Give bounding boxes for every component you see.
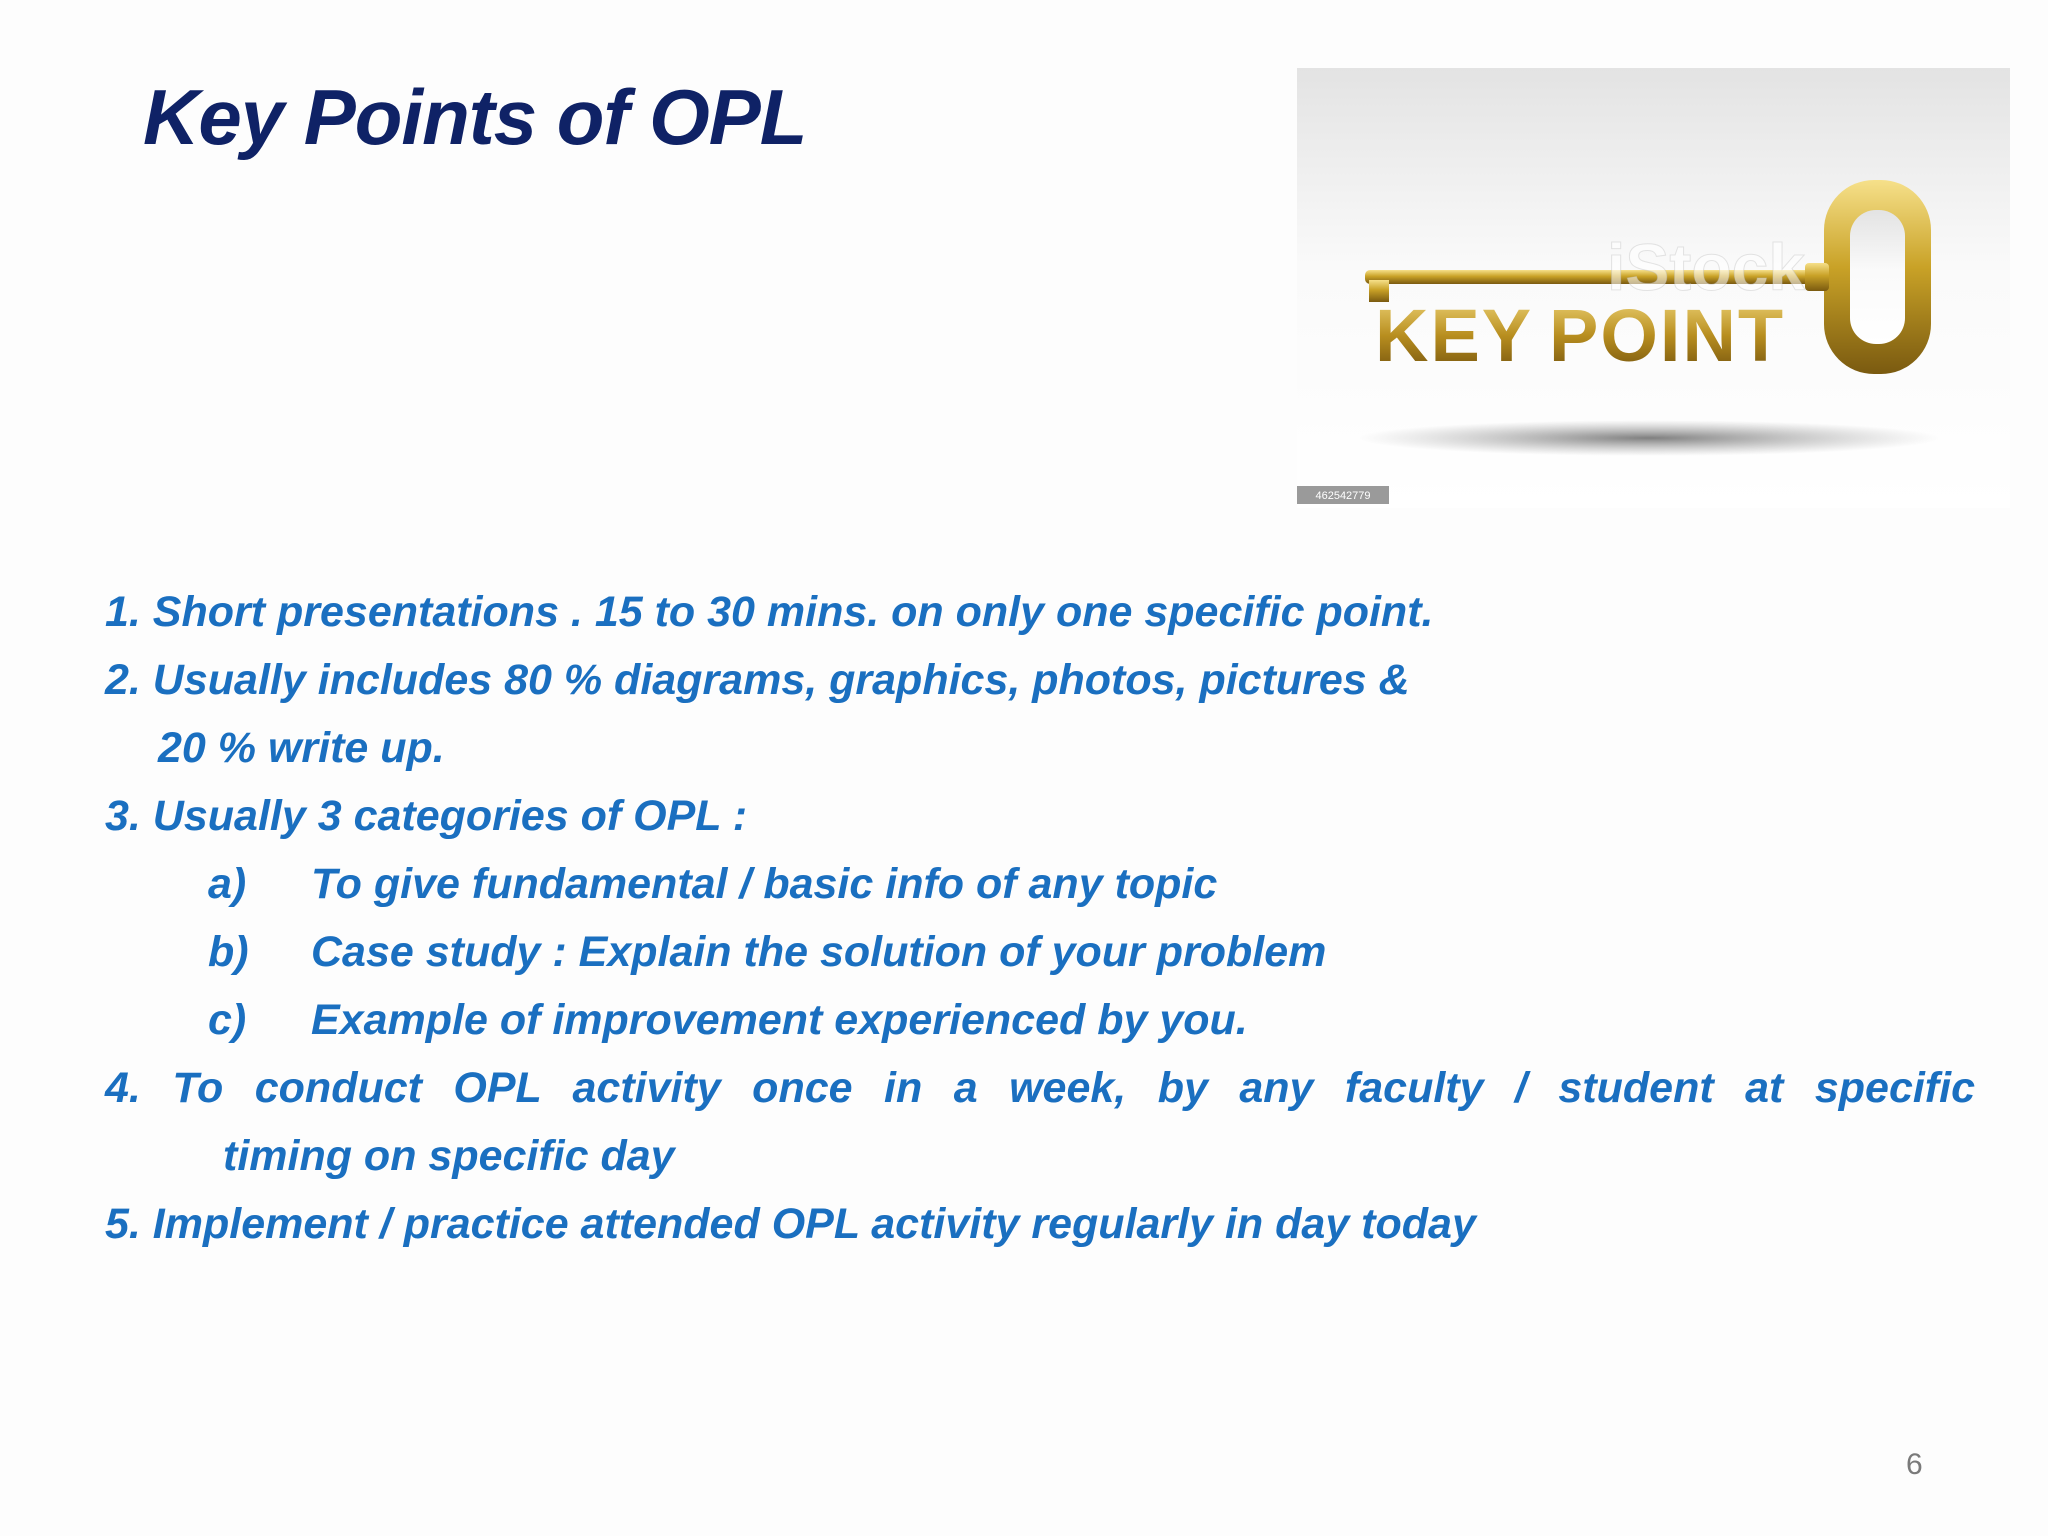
stock-id-text: 462542779 <box>1315 490 1371 502</box>
point-4-continuation: timing on specific day <box>223 1132 675 1180</box>
key-points-list <box>105 578 1985 1258</box>
point-word-text: POINT <box>1549 294 1786 377</box>
sub-point-b <box>105 918 1985 986</box>
point-4: 4. To conduct OPL activity once in a week, by any faculty / student at specific <box>105 1064 1975 1112</box>
key-point-image <box>1297 68 2010 508</box>
sub-point-b-text: Case study : Explain the solution of your problem <box>311 928 1327 976</box>
point-3: 3. Usually 3 categories of OPL : <box>105 792 748 840</box>
sub-point-c-marker: c) <box>208 996 247 1044</box>
sub-point-a-marker: a) <box>208 860 247 908</box>
sub-point-b-marker: b) <box>208 928 249 976</box>
sub-point-a <box>105 850 1985 918</box>
watermark-text: iStock <box>1607 230 1806 304</box>
key-word-text: KEY <box>1375 294 1534 377</box>
sub-point-c <box>105 986 1985 1054</box>
point-2-continuation: 20 % write up. <box>158 724 445 772</box>
sub-point-a-text: To give fundamental / basic info of any topic <box>311 860 1218 908</box>
point-2: 2. Usually includes 80 % diagrams, graphics, photos, pictures & <box>105 656 1410 704</box>
sub-point-c-text: Example of improvement experienced by you. <box>311 996 1248 1044</box>
page-number: 6 <box>1906 1448 1923 1481</box>
slide-title: Key Points of OPL <box>143 73 807 161</box>
point-5: 5. Implement / practice attended OPL activity regularly in day today <box>105 1200 1476 1248</box>
point-1: 1. Short presentations . 15 to 30 mins. on only one specific point. <box>105 588 1434 636</box>
